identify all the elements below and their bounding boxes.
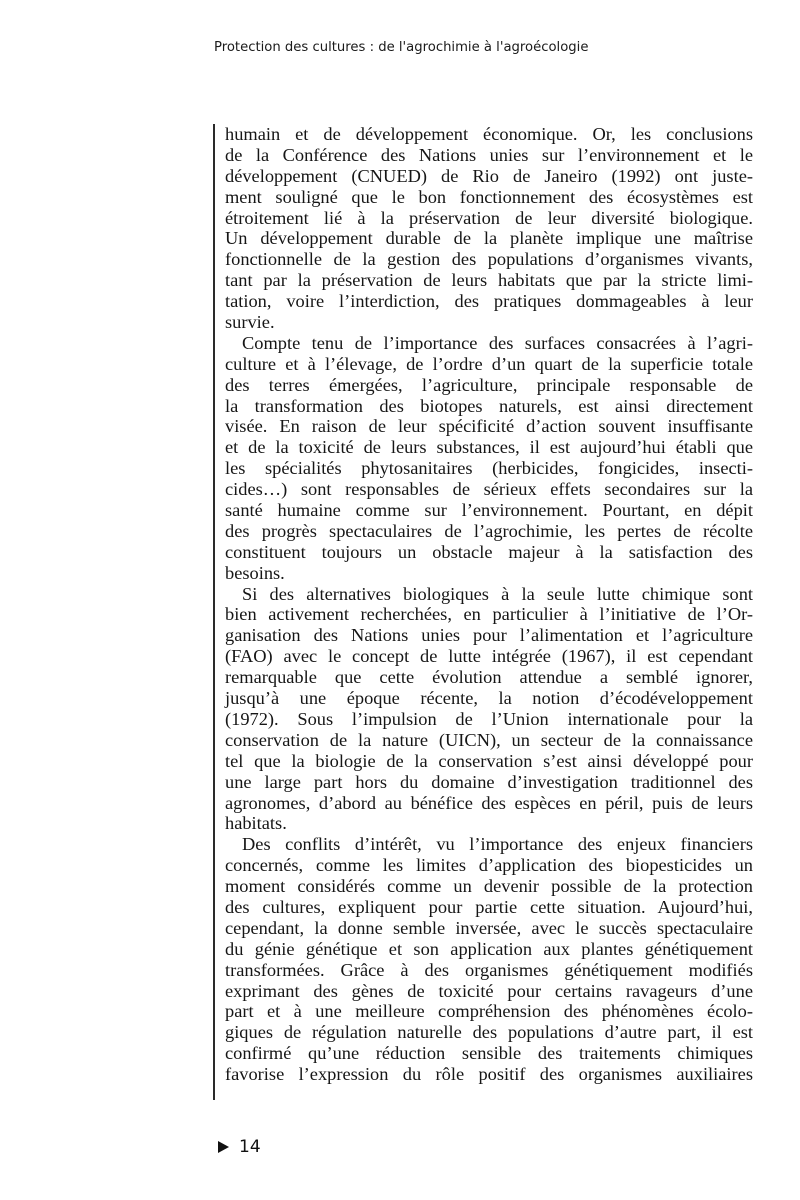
- text-line: constituent toujours un obstacle majeur à la satisfaction des: [225, 541, 753, 562]
- page-folio: [218, 1137, 261, 1157]
- text-line: la transformation des biotopes naturels, est ainsi directement: [225, 395, 753, 416]
- text-line: des terres émergées, l’agriculture, principale responsable de: [225, 374, 753, 395]
- text-line: besoins.: [225, 562, 285, 583]
- text-line: du génie génétique et son application aux plantes génétiquement: [225, 938, 753, 959]
- paragraph: [225, 834, 753, 1085]
- page-number: 14: [239, 1137, 261, 1157]
- text-line: concernés, comme les limites d’application des biopesticides un: [225, 855, 753, 876]
- running-header: Protection des cultures : de l'agrochimie à l'agroécologie: [214, 40, 589, 55]
- body-text: [225, 124, 753, 1085]
- text-line: développement (CNUED) de Rio de Janeiro (1992) ont juste-: [225, 165, 753, 186]
- right-triangle-icon: [218, 1141, 229, 1153]
- text-line: fonctionnelle de la gestion des populations d’organismes vivants,: [225, 249, 753, 270]
- text-line: exprimant des gènes de toxicité pour certains ravageurs d’une: [225, 980, 753, 1001]
- text-line: moment considérés comme un devenir possible de la protection: [225, 876, 753, 897]
- paragraph: [225, 333, 753, 584]
- text-line: tation, voire l’interdiction, des pratiques dommageables à leur: [225, 291, 753, 312]
- text-line: conservation de la nature (UICN), un secteur de la connaissance: [225, 729, 753, 750]
- text-line: jusqu’à une époque récente, la notion d’écodéveloppement: [225, 688, 753, 709]
- text-line: survie.: [225, 312, 275, 333]
- margin-rule: [213, 124, 215, 1100]
- text-line: étroitement lié à la préservation de leur diversité biologique.: [225, 207, 753, 228]
- text-line: visée. En raison de leur spécificité d’action souvent insuffisante: [225, 416, 753, 437]
- text-line: bien activement recherchées, en particulier à l’initiative de l’Or-: [225, 604, 753, 625]
- text-line: les spécialités phytosanitaires (herbicides, fongicides, insecti-: [225, 458, 753, 479]
- text-line: habitats.: [225, 813, 287, 834]
- text-line: et de la toxicité de leurs substances, il est aujourd’hui établi que: [225, 437, 753, 458]
- text-line: tel que la biologie de la conservation s’est ainsi développé pour: [225, 750, 753, 771]
- text-line: de la Conférence des Nations unies sur l’environnement et le: [225, 144, 753, 165]
- text-line: (1972). Sous l’impulsion de l’Union internationale pour la: [225, 708, 753, 729]
- paragraph: [225, 124, 753, 333]
- text-line: santé humaine comme sur l’environnement. Pourtant, en dépit: [225, 500, 753, 521]
- text-line: ganisation des Nations unies pour l’alimentation et l’agriculture: [225, 625, 753, 646]
- text-line: des progrès spectaculaires de l’agrochimie, les pertes de récolte: [225, 520, 753, 541]
- text-line: culture et à l’élevage, de l’ordre d’un quart de la superficie totale: [225, 353, 753, 374]
- text-line: part et à une meilleure compréhension des phénomènes écolo-: [225, 1001, 753, 1022]
- text-line: Un développement durable de la planète implique une maîtrise: [225, 228, 753, 249]
- text-line: des cultures, expliquent pour partie cette situation. Aujourd’hui,: [225, 896, 753, 917]
- text-line: giques de régulation naturelle des populations d’autre part, il est: [225, 1022, 753, 1043]
- text-line: humain et de développement économique. Or, les conclusions: [225, 124, 753, 144]
- text-line: Des conflits d’intérêt, vu l’importance des enjeux financiers: [242, 834, 753, 855]
- text-line: tant par la préservation de leurs habitats que par la stricte limi-: [225, 270, 753, 291]
- text-line: une large part hors du domaine d’investigation traditionnel des: [225, 771, 753, 792]
- text-line: Si des alternatives biologiques à la seule lutte chimique sont: [242, 583, 753, 604]
- text-line: Compte tenu de l’importance des surfaces consacrées à l’agri-: [242, 332, 753, 353]
- text-line: (FAO) avec le concept de lutte intégrée (1967), il est cependant: [225, 646, 753, 667]
- paragraph: [225, 584, 753, 835]
- text-line: confirmé qu’une réduction sensible des traitements chimiques: [225, 1043, 753, 1064]
- text-line: agronomes, d’abord au bénéfice des espèces en péril, puis de leurs: [225, 792, 753, 813]
- text-line: favorise l’expression du rôle positif des organismes auxiliaires: [225, 1064, 753, 1085]
- text-line: ment souligné que le bon fonctionnement des écosystèmes est: [225, 186, 753, 207]
- text-line: remarquable que cette évolution attendue a semblé ignorer,: [225, 667, 753, 688]
- text-line: cides…) sont responsables de sérieux effets secondaires sur la: [225, 479, 753, 500]
- text-line: cependant, la donne semble inversée, avec le succès spectaculaire: [225, 917, 753, 938]
- text-line: transformées. Grâce à des organismes génétiquement modifiés: [225, 959, 753, 980]
